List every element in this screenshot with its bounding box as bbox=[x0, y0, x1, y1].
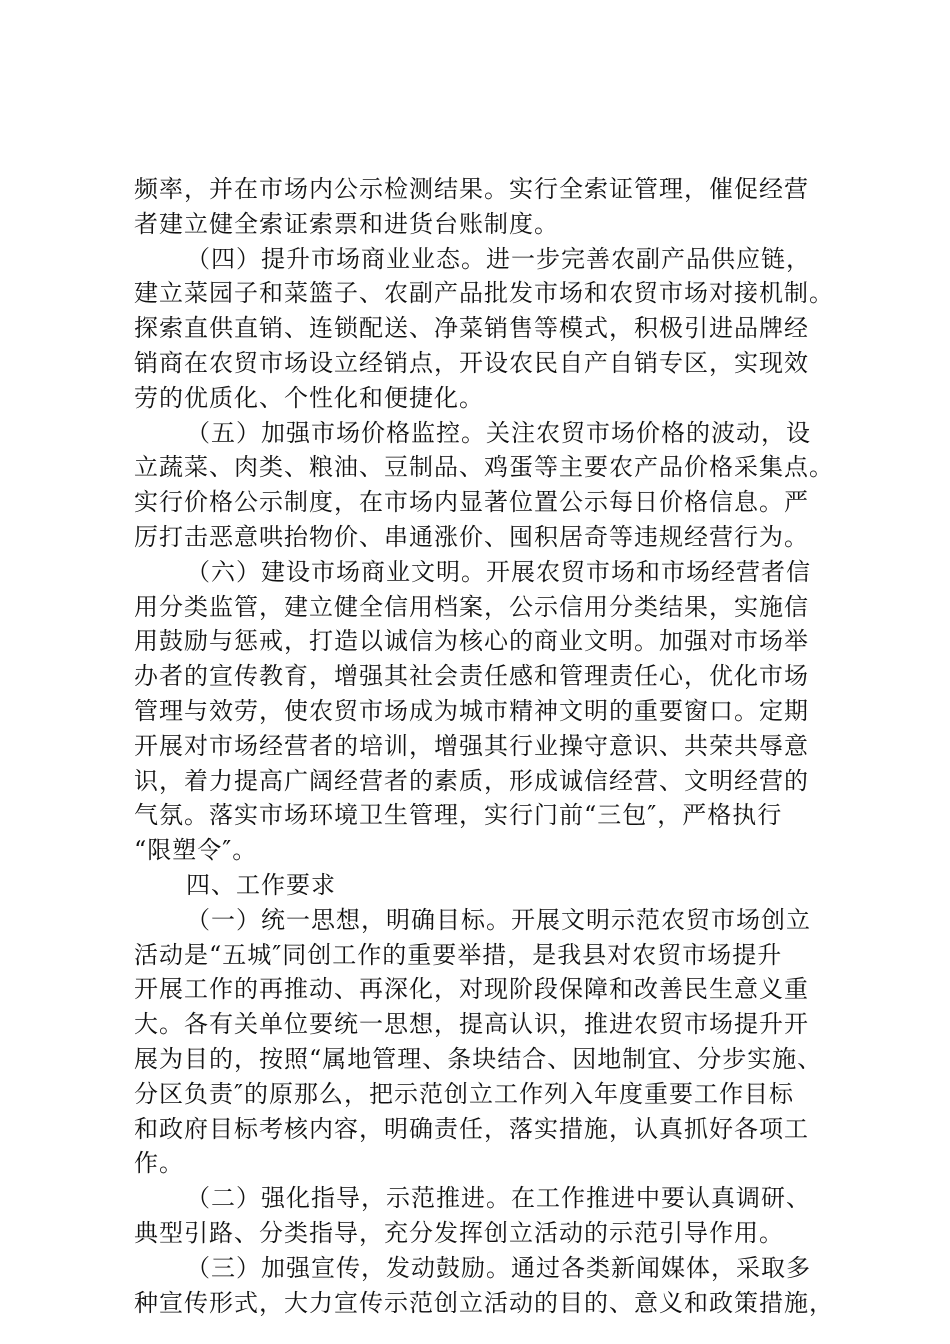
text-line: 频率，并在市场内公示检测结果。实行全索证管理，催促经营 bbox=[134, 175, 809, 203]
text-line: （五）加强市场价格监控。关注农贸市场价格的波动，设 bbox=[186, 418, 811, 447]
text-line: 开展对市场经营者的培训，增强其行业操守意识、共荣共辱意 bbox=[134, 731, 809, 760]
text-line: 厉打击恶意哄抬物价、串通涨价、囤积居奇等违规经营行为。 bbox=[134, 522, 809, 551]
text-line: 用分类监管，建立健全信用档案，公示信用分类结果，实施信 bbox=[134, 592, 809, 621]
text-line: 探索直供直销、连锁配送、净菜销售等模式，积极引进品牌经 bbox=[134, 314, 809, 343]
text-line: 和政府目标考核内容，明确责任，落实措施，认真抓好各项工 bbox=[134, 1114, 809, 1143]
text-line: 立蔬菜、肉类、粮油、豆制品、鸡蛋等主要农产品价格采集点。 bbox=[134, 453, 834, 482]
text-line: 典型引路、分类指导，充分发挥创立活动的示范引导作用。 bbox=[134, 1218, 784, 1247]
text-line: 气氛。落实市场环境卫生管理，实行门前“三包″，严格执行 bbox=[134, 801, 783, 830]
text-line: 分区负责″的原那么，把示范创立工作列入年度重要工作目标 bbox=[134, 1079, 794, 1108]
text-line: 展为目的，按照“属地管理、条块结合、因地制宜、分步实施、 bbox=[134, 1044, 823, 1073]
text-line: 用鼓励与惩戒，打造以诚信为核心的商业文明。加强对市场举 bbox=[134, 627, 809, 656]
text-line: （二）强化指导，示范推进。在工作推进中要认真调研、 bbox=[186, 1184, 811, 1213]
document-body bbox=[134, 172, 846, 1320]
text-line: （六）建设市场商业文明。开展农贸市场和市场经营者信 bbox=[186, 557, 811, 586]
text-line: 种宣传形式，大力宣传示范创立活动的目的、意义和政策措施， bbox=[134, 1288, 834, 1317]
text-line: （一）统一思想，明确目标。开展文明示范农贸市场创立 bbox=[186, 905, 811, 934]
text-line: 识，着力提高广阔经营者的素质，形成诚信经营、文明经营的 bbox=[134, 766, 809, 795]
text-line: 办者的宣传教育，增强其社会责任感和管理责任心，优化市场 bbox=[134, 662, 809, 691]
text-line: 作。 bbox=[134, 1149, 184, 1178]
text-line: 开展工作的再推动、再深化，对现阶段保障和改善民生意义重 bbox=[134, 975, 809, 1004]
text-line: 销商在农贸市场设立经销点，开设农民自产自销专区，实现效 bbox=[134, 348, 809, 377]
text-line: 活动是“五城″同创工作的重要举措，是我县对农贸市场提升 bbox=[134, 940, 783, 969]
text-line: 实行价格公示制度，在市场内显著位置公示每日价格信息。严 bbox=[134, 488, 809, 517]
text-line: 建立菜园子和菜篮子、农副产品批发市场和农贸市场对接机制。 bbox=[134, 279, 834, 308]
text-line: “限塑令″。 bbox=[134, 836, 258, 865]
text-line: 四、工作要求 bbox=[186, 870, 336, 899]
text-line: （四）提升市场商业业态。进一步完善农副产品供应链， bbox=[186, 244, 811, 273]
text-line: 管理与效劳，使农贸市场成为城市精神文明的重要窗口。定期 bbox=[134, 696, 809, 725]
text-line: 者建立健全索证索票和进货台账制度。 bbox=[134, 209, 559, 238]
text-line: （三）加强宣传，发动鼓励。通过各类新闻媒体，采取多 bbox=[186, 1253, 811, 1282]
text-line: 劳的优质化、个性化和便捷化。 bbox=[134, 383, 484, 412]
text-line: 大。各有关单位要统一思想，提高认识，推进农贸市场提升开 bbox=[134, 1010, 809, 1039]
